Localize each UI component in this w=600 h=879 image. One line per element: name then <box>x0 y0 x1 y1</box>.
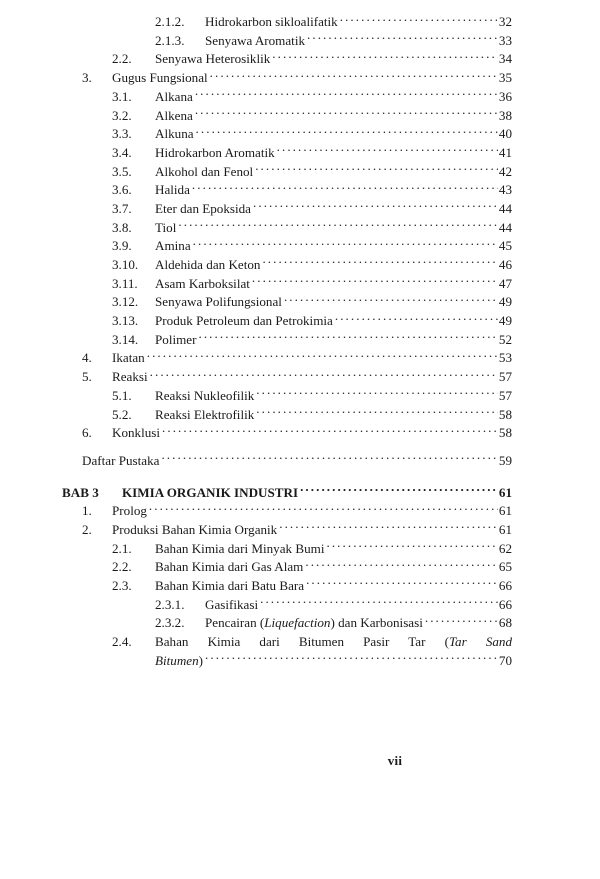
group-spacer <box>0 443 600 452</box>
entry-number: 3.12. <box>112 294 139 310</box>
dot-leader <box>300 484 498 497</box>
entry-line-second <box>112 652 512 671</box>
entry-label: Bahan Kimia dari Batu Bara <box>155 578 305 594</box>
entry-label: Senyawa Aromatik <box>205 32 305 48</box>
toc-entry[interactable] <box>0 275 600 294</box>
dot-leader <box>306 577 498 590</box>
entry-label: Aldehida dan Keton <box>155 257 261 273</box>
entry-number: 2.1.2. <box>155 14 185 30</box>
dot-leader <box>147 349 498 362</box>
entry-number: 3.2. <box>112 107 132 123</box>
entry-page-number: 66 <box>498 578 512 594</box>
dot-leader <box>255 163 498 176</box>
dot-leader <box>253 200 498 213</box>
entry-page-number: 41 <box>498 144 512 160</box>
dot-leader <box>284 293 498 306</box>
toc-entry[interactable] <box>0 50 600 69</box>
entry-label-italic: Tar Sand <box>448 634 513 649</box>
entry-page-number: 65 <box>498 559 512 575</box>
entry-label: Eter dan Epoksida <box>155 200 251 216</box>
toc-entry[interactable] <box>0 237 600 256</box>
toc-entry[interactable] <box>0 200 600 219</box>
entry-page-number: 68 <box>498 615 512 631</box>
entry-number: 1. <box>82 503 92 519</box>
entry-page-number: 44 <box>498 200 512 216</box>
page-footer <box>0 752 600 770</box>
entry-label: Alkuna <box>155 126 194 142</box>
entry-label: Senyawa Heterosiklik <box>155 51 271 67</box>
entry-page-number: 57 <box>498 387 512 403</box>
entry-page-number: 61 <box>498 503 512 519</box>
entry-label: Daftar Pustaka <box>82 452 160 468</box>
entry-number: 3. <box>82 70 92 86</box>
entry-number: 2.2. <box>112 51 132 67</box>
dot-leader <box>178 219 498 232</box>
entry-label: Produksi Bahan Kimia Organik <box>112 521 278 537</box>
entry-number: 3.1. <box>112 88 132 104</box>
dot-leader <box>425 614 498 627</box>
entry-line-first <box>112 633 512 652</box>
entry-number: 3.13. <box>112 313 139 329</box>
toc-entry[interactable] <box>0 387 600 406</box>
toc-entry[interactable] <box>0 125 600 144</box>
dot-leader <box>195 88 498 101</box>
toc-entry[interactable] <box>0 312 600 331</box>
dot-leader <box>196 125 498 138</box>
toc-entry-group-top <box>0 13 600 471</box>
entry-label: Tiol <box>155 219 177 235</box>
entry-label: Alkohol dan Fenol <box>155 163 254 179</box>
entry-page-number: 58 <box>498 425 512 441</box>
toc-entry[interactable] <box>0 502 600 521</box>
dot-leader <box>305 558 498 571</box>
toc-entry[interactable] <box>0 256 600 275</box>
entry-label: Reaksi Nukleofilik <box>155 387 255 403</box>
entry-label: Reaksi <box>112 369 148 385</box>
entry-page-number: 38 <box>498 107 512 123</box>
entry-label: Produk Petroleum dan Petrokimia <box>155 313 333 329</box>
entry-number: 6. <box>82 425 92 441</box>
entry-label: Bahan Kimia dari Minyak Bumi <box>155 540 325 556</box>
entry-page-number: 43 <box>498 182 512 198</box>
entry-label: Halida <box>155 182 190 198</box>
toc-entry[interactable] <box>0 521 600 540</box>
entry-number: 3.9. <box>112 238 132 254</box>
dot-leader <box>277 144 498 157</box>
entry-number: 3.14. <box>112 331 139 347</box>
entry-page-number: 34 <box>498 51 512 67</box>
entry-label: Gasifikasi <box>205 596 259 612</box>
chapter-heading-row[interactable] <box>0 484 600 503</box>
entry-page-number: 49 <box>498 294 512 310</box>
entry-label: Reaksi Elektrofilik <box>155 406 255 422</box>
entry-number: 2.3.1. <box>155 596 185 612</box>
entry-label: Konklusi <box>112 425 161 441</box>
dot-leader <box>252 275 498 288</box>
toc-entry[interactable] <box>0 368 600 387</box>
entry-number: 3.10. <box>112 257 139 273</box>
toc-entry[interactable] <box>0 577 600 596</box>
entry-label: Asam Karboksilat <box>155 275 250 291</box>
dot-leader <box>256 387 498 400</box>
dot-leader <box>195 106 498 119</box>
entry-number: 3.5. <box>112 163 132 179</box>
dot-leader <box>198 331 497 344</box>
toc-entry[interactable] <box>0 88 600 107</box>
entry-page-number: 49 <box>498 313 512 329</box>
dot-leader <box>162 424 498 437</box>
toc-entry[interactable] <box>0 106 600 125</box>
entry-label: Amina <box>155 238 191 254</box>
entry-label-italic: Bitumen <box>155 652 199 668</box>
toc-entry[interactable] <box>0 540 600 559</box>
entry-label-line1: Bahan Kimia dari Bitumen Pasir Tar (Tar Sand <box>155 634 513 649</box>
entry-page-number: 35 <box>498 70 512 86</box>
entry-page-number: 32 <box>498 14 512 30</box>
dot-leader <box>210 69 498 82</box>
toc-entry[interactable] <box>0 424 600 443</box>
toc-entry[interactable] <box>0 144 600 163</box>
entry-label: Hidrokarbon sikloalifatik <box>205 14 338 30</box>
entry-label: Alkena <box>155 107 193 123</box>
entry-page-number: 70 <box>498 652 512 668</box>
dot-leader <box>205 652 498 665</box>
entry-page-number: 33 <box>498 32 512 48</box>
chapter-spacer <box>0 471 600 484</box>
entry-page-number: 42 <box>498 163 512 179</box>
entry-number: 2.2. <box>112 559 132 575</box>
entry-number: 2.1.3. <box>155 32 185 48</box>
toc-entry[interactable] <box>0 13 600 32</box>
entry-number: 4. <box>82 350 92 366</box>
entry-number: 3.3. <box>112 126 132 142</box>
entry-number: 2.1. <box>112 540 132 556</box>
entry-page-number: 45 <box>498 238 512 254</box>
chapter-title: KIMIA ORGANIK INDUSTRI <box>122 484 299 500</box>
folio-page-number: vii <box>387 753 403 768</box>
dot-leader <box>340 13 498 26</box>
entry-page-number: 66 <box>498 596 512 612</box>
entry-label-italic: Liquefaction <box>264 615 331 631</box>
entry-number: 2.4. <box>112 634 132 649</box>
toc-entry[interactable] <box>0 32 600 51</box>
toc-entry-2-4[interactable] <box>0 633 600 670</box>
entry-page-number: 58 <box>498 406 512 422</box>
top-spacer <box>0 0 600 13</box>
entry-number: 5. <box>82 369 92 385</box>
entry-label: Pencairan (Liquefaction) dan Karbonisasi <box>205 615 423 631</box>
entry-number: 3.8. <box>112 219 132 235</box>
entry-page-number: 44 <box>498 219 512 235</box>
toc-entry[interactable] <box>0 69 600 88</box>
entry-number: 3.6. <box>112 182 132 198</box>
toc-entry[interactable] <box>0 558 600 577</box>
entry-page-number: 40 <box>498 126 512 142</box>
entry-page-number: 36 <box>498 88 512 104</box>
dot-leader <box>260 596 498 609</box>
toc-entry[interactable] <box>0 331 600 350</box>
toc-entry[interactable] <box>0 596 600 615</box>
entry-page-number: 53 <box>498 350 512 366</box>
entry-number: 2.3.2. <box>155 615 185 631</box>
entry-number: 2. <box>82 521 92 537</box>
dot-leader <box>335 312 498 325</box>
toc-entry-group-chapter <box>0 502 600 614</box>
toc-entry[interactable] <box>0 349 600 368</box>
entry-label: Polimer <box>155 331 197 347</box>
entry-page-number: 61 <box>498 521 512 537</box>
dot-leader <box>272 50 498 63</box>
entry-label: Gugus Fungsional <box>112 70 208 86</box>
dot-leader <box>326 540 497 553</box>
dot-leader <box>193 237 498 250</box>
entry-page-number: 57 <box>498 369 512 385</box>
toc-entry-2-3-2[interactable] <box>0 614 600 633</box>
entry-label: Hidrokarbon Aromatik <box>155 144 275 160</box>
entry-label-line2: Bitumen) <box>155 652 204 668</box>
entry-page-number: 47 <box>498 275 512 291</box>
toc-entry[interactable] <box>0 405 600 424</box>
entry-label: Bahan Kimia dari Gas Alam <box>155 559 304 575</box>
entry-label: Ikatan <box>112 350 145 366</box>
entry-number: 2.3. <box>112 578 132 594</box>
toc-entry[interactable] <box>0 219 600 238</box>
toc-entry[interactable] <box>0 181 600 200</box>
entry-number: 5.1. <box>112 387 132 403</box>
entry-number: 3.7. <box>112 200 132 216</box>
chapter-number: BAB 3 <box>62 484 99 500</box>
dot-leader <box>161 452 497 465</box>
entry-page-number: 62 <box>498 540 512 556</box>
toc-entry[interactable] <box>0 163 600 182</box>
entry-page-number: 52 <box>498 331 512 347</box>
entry-page-number: 46 <box>498 257 512 273</box>
toc-entry[interactable] <box>0 293 600 312</box>
dot-leader <box>256 405 498 418</box>
entry-label: Prolog <box>112 503 147 519</box>
dot-leader <box>192 181 498 194</box>
chapter-page-number: 61 <box>498 484 512 500</box>
entry-label: Senyawa Polifungsional <box>155 294 282 310</box>
dot-leader <box>307 32 498 45</box>
entry-number: 3.11. <box>112 275 138 291</box>
dot-leader <box>262 256 497 269</box>
dot-leader <box>279 521 498 534</box>
toc-entry[interactable] <box>0 452 600 471</box>
dot-leader <box>150 368 498 381</box>
entry-page-number: 59 <box>498 452 512 468</box>
entry-number: 5.2. <box>112 406 132 422</box>
entry-number: 3.4. <box>112 144 132 160</box>
dot-leader <box>149 502 498 515</box>
entry-label: Alkana <box>155 88 193 104</box>
